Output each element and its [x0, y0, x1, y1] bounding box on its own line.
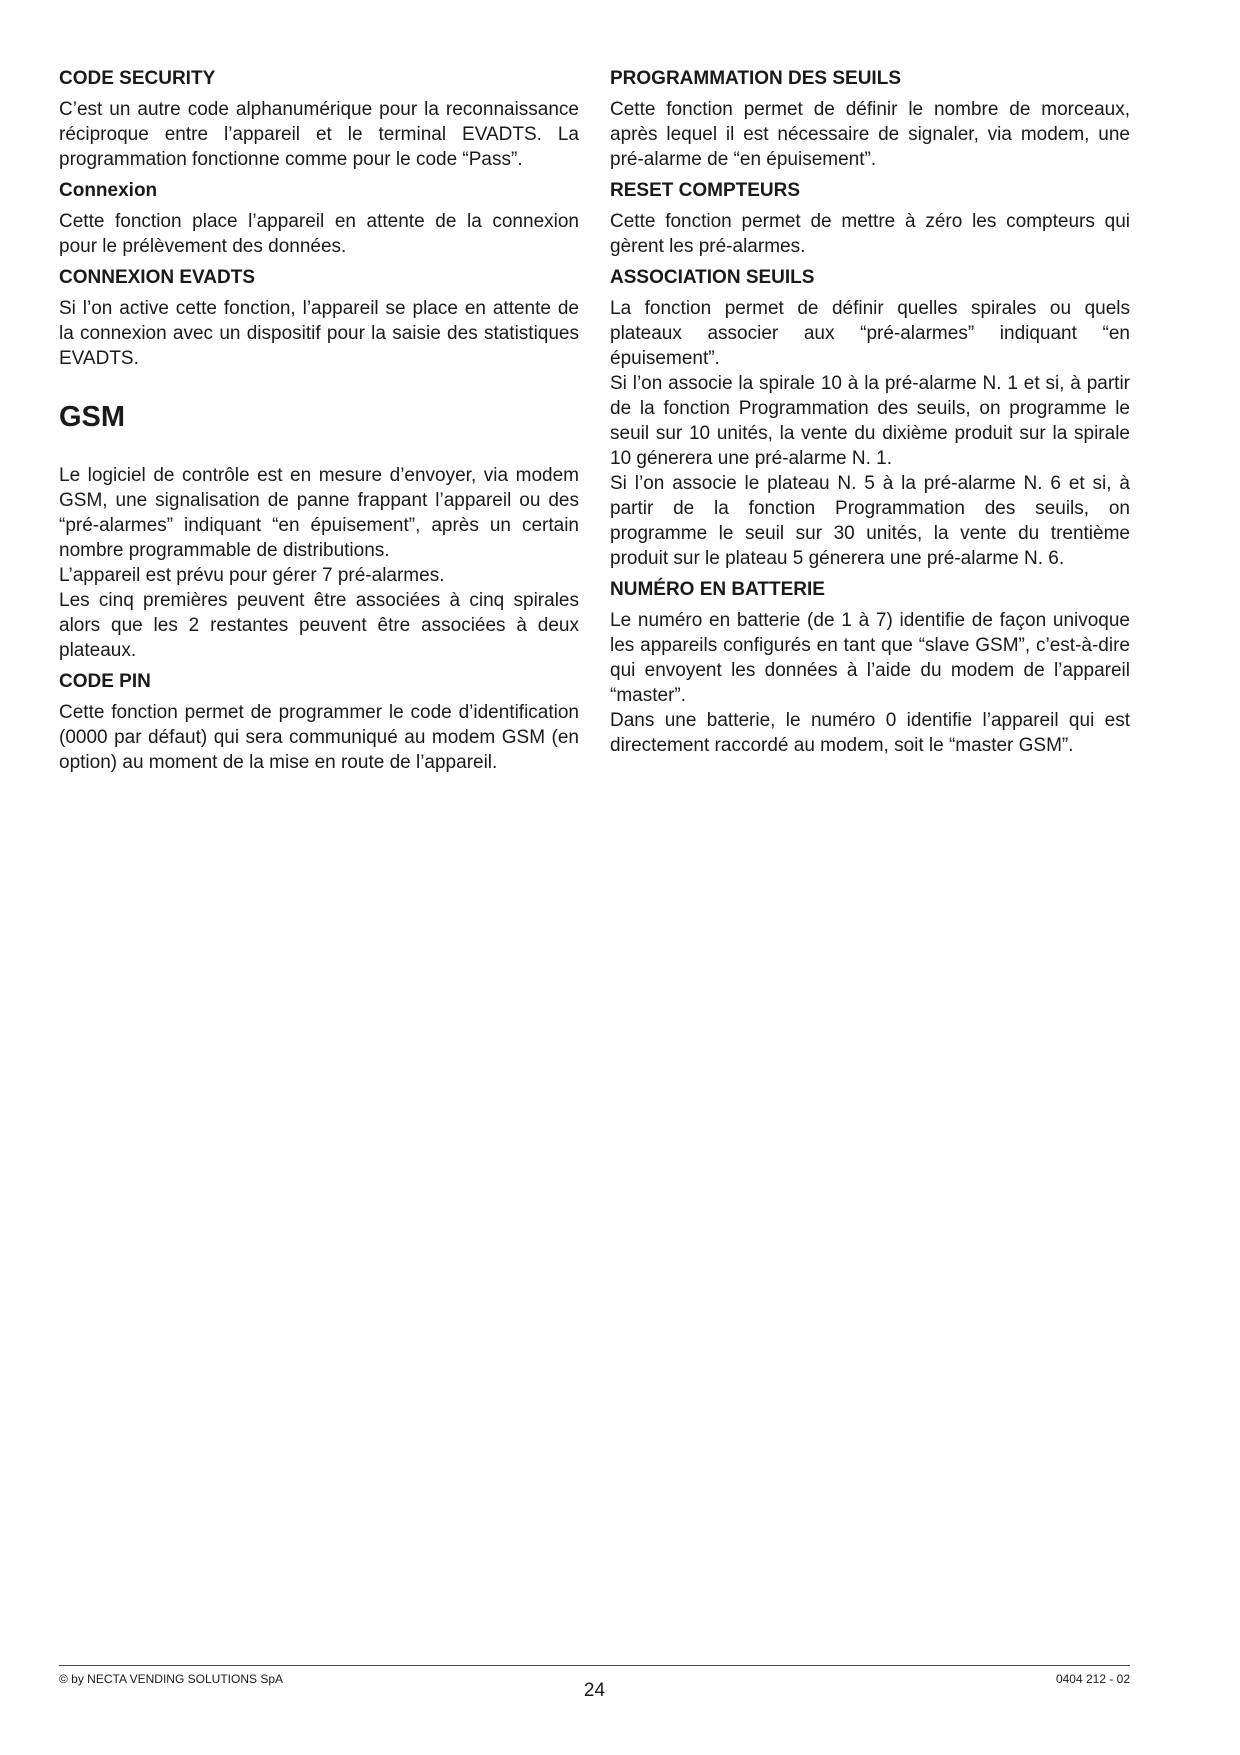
title-gsm: GSM [59, 401, 126, 433]
section-gsm [59, 463, 579, 663]
section-association-seuils [610, 265, 1130, 571]
footer-copyright: © by NECTA VENDING SOLUTIONS SpA [59, 1672, 284, 1686]
text-code-pin: Cette fonction permet de programmer le code d’identification (0000 par défaut) qui sera communiqué au modem GSM (en option) au moment de la mise en route de l’appareil. [59, 702, 579, 773]
text-connexion: Cette fonction place l’appareil en attente de la connexion pour le prélèvement des données. [59, 211, 579, 257]
footer-page-number: 24 [583, 1680, 606, 1701]
section-code-pin [59, 669, 579, 775]
heading-code-pin: CODE PIN [59, 671, 151, 692]
heading-code-security: CODE SECURITY [59, 68, 216, 89]
text-reset-compteurs: Cette fonction permet de mettre à zéro les compteurs qui gèrent les pré-alarmes. [610, 211, 1130, 257]
heading-connexion: Connexion [59, 180, 158, 201]
section-code-security [59, 66, 579, 172]
text-association-seuils-2: Si l’on associe la spirale 10 à la pré-alarme N. 1 et si, à partir de la fonction Programmation des seuils, on programme le seuil sur 10 unités, la vente du dixième produit sur la spirale 10 génerera une pré-alarme N. 1. [610, 373, 1130, 469]
section-connexion-evadts [59, 265, 579, 371]
text-connexion-evadts: Si l’on active cette fonction, l’appareil se place en attente de la connexion avec un dispositif pour la saisie des statistiques EVADTS. [59, 298, 579, 369]
left-column [59, 66, 579, 781]
text-association-seuils-1: La fonction permet de définir quelles spirales ou quels plateaux associer aux “pré-alarmes” indiquant “en épuisement”. [610, 298, 1130, 369]
text-numero-batterie-1: Le numéro en batterie (de 1 à 7) identifie de façon univoque les appareils configurés en tant que “slave GSM”, c’est-à-dire qui envoyent les données à l’aide du modem de l’appareil “master”. [610, 610, 1130, 706]
right-column [610, 66, 1130, 764]
text-gsm-1: Le logiciel de contrôle est en mesure d’envoyer, via modem GSM, une signalisation de panne frappant l’appareil ou des “pré-alarmes” indiquant “en épuisement”, après un certain nombre programmable de distributions. [59, 465, 579, 561]
footer-doc-code: 0404 212 - 02 [1055, 1672, 1130, 1686]
heading-connexion-evadts: CONNEXION EVADTS [59, 267, 256, 288]
text-association-seuils-3: Si l’on associe le plateau N. 5 à la pré-alarme N. 6 et si, à partir de la fonction Programmation des seuils, on programme le seuil sur 30 unités, la vente du trentième produit sur le plateau 5 génerera une pré-alarme N. 6. [610, 473, 1130, 569]
heading-reset-compteurs: RESET COMPTEURS [610, 180, 801, 201]
heading-numero-batterie: NUMÉRO EN BATTERIE [610, 579, 825, 600]
section-programmation-seuils [610, 66, 1130, 172]
text-gsm-3: Les cinq premières peuvent être associées à cinq spirales alors que les 2 restantes peuvent être associées à deux plateaux. [59, 590, 579, 661]
text-programmation-seuils: Cette fonction permet de définir le nombre de morceaux, après lequel il est nécessaire de signaler, via modem, une pré-alarme de “en épuisement”. [610, 99, 1130, 170]
text-code-security: C’est un autre code alphanumérique pour la reconnaissance réciproque entre l’appareil et le terminal EVADTS. La programmation fonctionne comme pour le code “Pass”. [59, 99, 579, 170]
text-numero-batterie-2: Dans une batterie, le numéro 0 identifie l’appareil qui est directement raccordé au modem, soit le “master GSM”. [610, 710, 1130, 756]
heading-programmation-seuils: PROGRAMMATION DES SEUILS [610, 68, 901, 89]
text-gsm-2: L’appareil est prévu pour gérer 7 pré-alarmes. [59, 565, 445, 586]
page-footer [59, 1665, 1130, 1701]
section-reset-compteurs [610, 178, 1130, 259]
section-connexion [59, 178, 579, 259]
section-numero-batterie [610, 577, 1130, 758]
heading-association-seuils: ASSOCIATION SEUILS [610, 267, 815, 288]
